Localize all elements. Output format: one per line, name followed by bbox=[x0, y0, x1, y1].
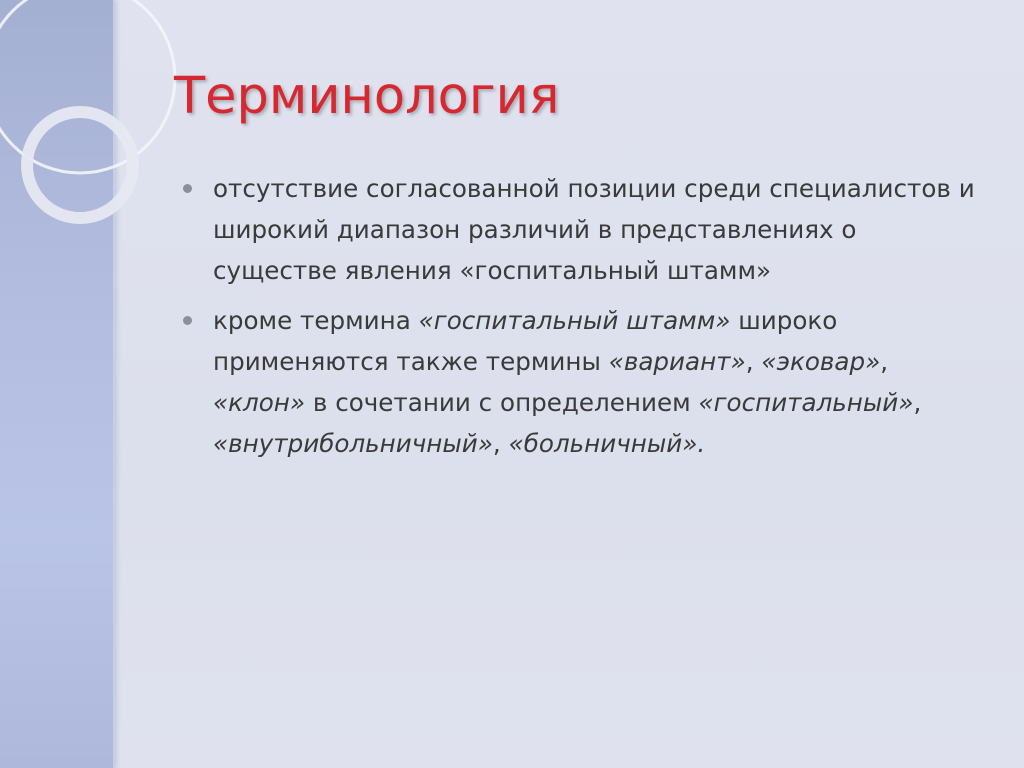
bullet-item bbox=[183, 168, 983, 291]
bullet-term-italic: «госпитальный штамм» bbox=[418, 306, 731, 335]
bullet-text-part: , bbox=[880, 347, 889, 376]
bullet-text-part: , bbox=[913, 388, 922, 417]
bullet-text-part: кроме термина bbox=[213, 306, 419, 335]
bullet-text-part: , bbox=[492, 429, 509, 458]
bullet-item bbox=[183, 300, 983, 464]
bullet-list bbox=[183, 168, 983, 473]
bullet-term-italic: «внутрибольничный» bbox=[213, 429, 493, 458]
bullet-text bbox=[213, 174, 975, 285]
bullet-term-italic: «клон» bbox=[213, 388, 306, 417]
bullet-term-italic: «эковар» bbox=[761, 347, 881, 376]
slide-title: Терминология bbox=[174, 67, 560, 126]
bullet-text-part: , bbox=[745, 347, 762, 376]
decorative-rings bbox=[0, 0, 200, 260]
bullet-term-italic: «госпитальный» bbox=[698, 388, 914, 417]
bullet-text bbox=[213, 306, 921, 458]
bullet-icon bbox=[183, 316, 192, 325]
bullet-text-part: отсутствие согласованной позиции среди специалистов и широкий диапазон различий в представлениях о существе явления «госпитальный штамм» bbox=[213, 174, 975, 285]
bullet-icon bbox=[183, 184, 192, 193]
bullet-text-part: в сочетании с определением bbox=[305, 388, 699, 417]
bullet-term-italic: «больничный». bbox=[508, 429, 706, 458]
bullet-text-part: широко применяются также термины bbox=[213, 306, 838, 376]
bullet-term-italic: «вариант» bbox=[608, 347, 746, 376]
